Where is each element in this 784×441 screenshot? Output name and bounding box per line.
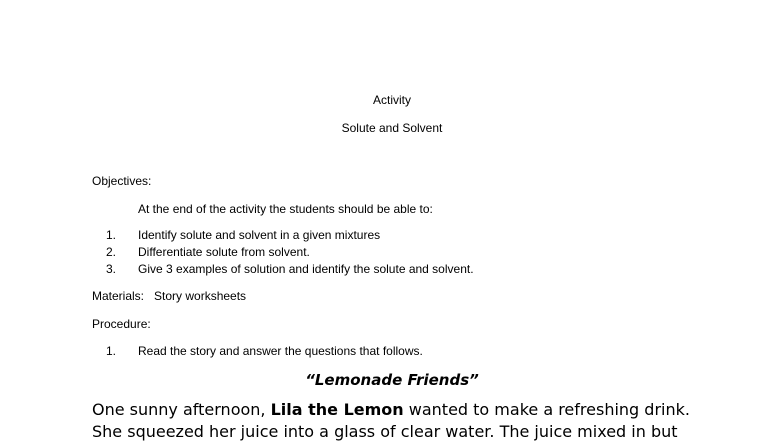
list-number: 2.: [105, 245, 116, 259]
character-name: Lila the Lemon: [270, 400, 404, 419]
procedure-item: [94, 344, 423, 358]
list-text: Identify solute and solvent in a given mixtures: [138, 228, 381, 242]
materials-label: Materials:: [92, 289, 145, 303]
objectives-label: Objectives:: [92, 174, 152, 188]
story-title: “Lemonade Friends”: [305, 371, 479, 389]
story-text: One sunny afternoon,: [92, 400, 271, 419]
activity-subtitle: Solute and Solvent: [341, 121, 443, 135]
list-number: 1.: [105, 228, 116, 242]
materials-line: [92, 289, 246, 303]
story-line: She squeezed her juice into a glass of clear water. The juice mixed in but: [92, 422, 678, 441]
list-text: Differentiate solute from solvent.: [138, 245, 310, 259]
list-text: Read the story and answer the questions that follows.: [138, 344, 423, 358]
activity-title: Activity: [372, 93, 411, 107]
list-text: Give 3 examples of solution and identify the solute and solvent.: [138, 262, 474, 276]
list-number: 1.: [105, 344, 116, 358]
objective-item: [94, 245, 310, 259]
objective-item: [94, 262, 474, 276]
procedure-label: Procedure:: [92, 317, 151, 331]
story-line: [92, 399, 690, 421]
list-number: 3.: [105, 262, 116, 276]
materials-value: Story worksheets: [154, 289, 247, 303]
objectives-intro: At the end of the activity the students should be able to:: [138, 202, 433, 216]
objective-item: [94, 228, 380, 242]
story-text: wanted to make a refreshing drink.: [403, 400, 690, 419]
